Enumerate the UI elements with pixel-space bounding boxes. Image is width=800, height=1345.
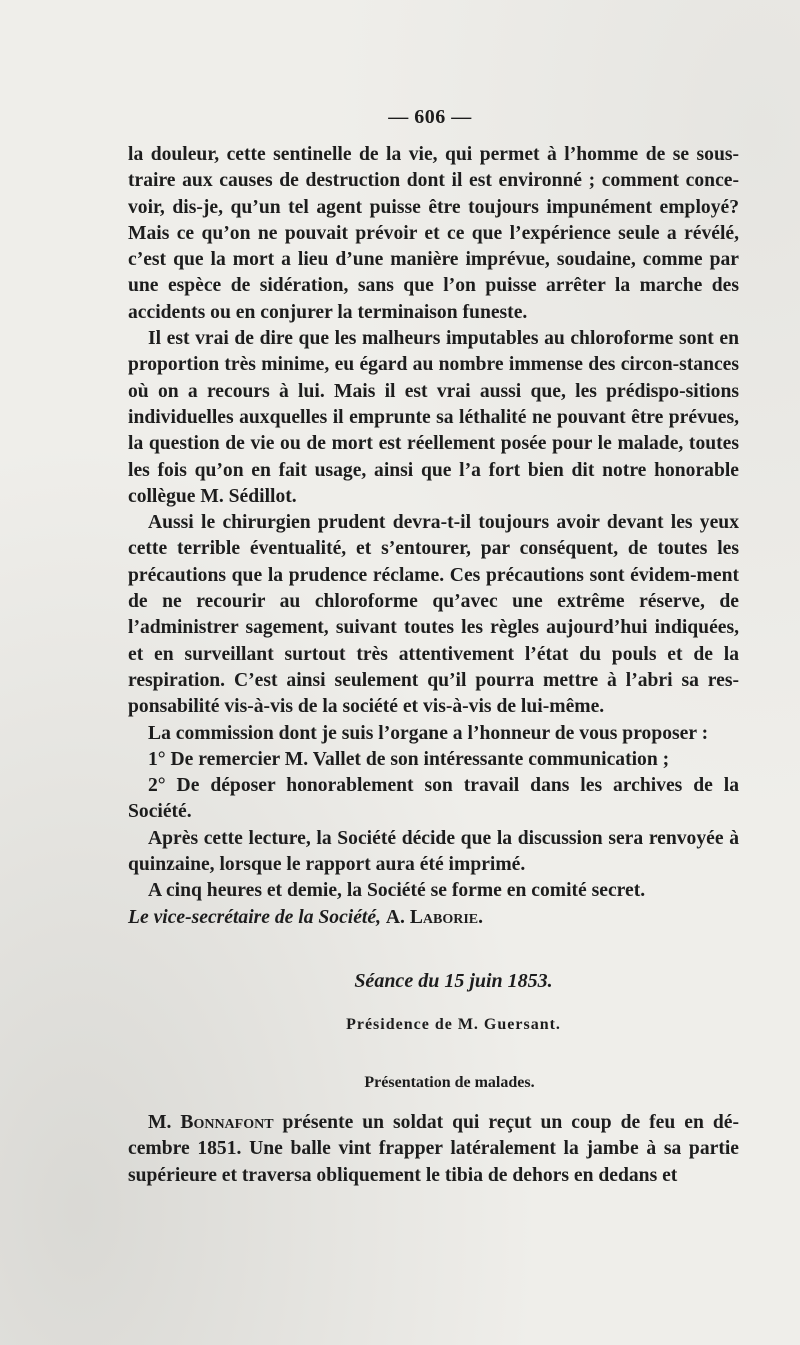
paragraph-3: Aussi le chirurgien prudent devra-t-il toujours avoir devant les yeux cette terrible éventualité, et s’entourer, par conséquent, de toutes les précautions que la prudence réclame. Ces précautions sont évidem-ment de ne recourir au chloroforme qu’avec une extrême réserve, de l’administrer sagement, suivant toutes les règles aujourd’hui indiquées, et en surveillant surtout très attentivement l’état du pouls et de la respiration. C’est ainsi seulement qu’il pourra mettre à l’abri sa res-ponsabilité vis-à-vis de la société et vis-à-vis de lui-même. [128, 512, 739, 718]
page-number: — 606 — [388, 106, 472, 128]
paragraph-1: la douleur, cette sentinelle de la vie, qui permet à l’homme de se sous-traire aux causes de destruction dont il est environné ; comment conce-voir, dis-je, qu’un tel agent puisse être toujours impunément employé? Mais ce qu’on ne pouvait prévoir et ce que l’expérience seule a révélé, c’est que la mort a lieu d’une manière imprévue, soudaine, comme par une espèce de sidération, sans que l’on puisse arrêter la marche des accidents ou en conjurer la terminaison funeste. [128, 144, 739, 323]
session-title: Séance du 15 juin 1853. [354, 970, 553, 992]
proposal-item-2: 2° De déposer honorablement son travail dans les archives de la Société. [128, 775, 739, 823]
presidency-heading: Présidence de M. Guersant. [346, 1016, 561, 1033]
proposal-item-1: 1° De remercier M. Vallet de son intéressante communication ; [148, 748, 670, 770]
signature-initial: A. [385, 906, 405, 928]
final-paragraph [128, 1110, 739, 1189]
case-text [128, 1110, 739, 1189]
signature-name: Laborie. [409, 906, 484, 928]
section-heading: Présentation de malades. [364, 1074, 535, 1091]
paragraph-2: Il est vrai de dire que les malheurs imputables au chloroforme sont en proportion très minime, eu égard au nombre immense des circon-stances où on a recours à lui. Mais il est vrai aussi que, les prédispo-sitions individuelles auxquelles il emprunte sa léthalité ne pouvant être prévues, la question de vie ou de mort est réellement posée pour le malade, toutes les fois qu’on en fait usage, ainsi que l’a fort bien dit notre honorable collègue M. Sédillot. [128, 328, 739, 507]
paragraph-secret-committee: A cinq heures et demie, la Société se forme en comité secret. [148, 880, 646, 902]
paragraph-after-reading: Après cette lecture, la Société décide que la discussion sera renvoyée à quinzaine, lorsque le rapport aura été imprimé. [128, 827, 739, 876]
signature-role: Le vice-secrétaire de la Société [128, 906, 377, 928]
speaker-name: M. Bonnafont [148, 1112, 274, 1133]
report-text [128, 142, 739, 931]
signature: Le vice-secrétaire de la Société, A. Laborie. [128, 906, 484, 928]
paragraph-proposal: La commission dont je suis l’organe a l’honneur de vous proposer : [148, 722, 709, 744]
final-paragraph-text: présente un soldat qui reçut un coup de feu en dé-cembre 1851. Une balle vint frapper latéralement la jambe à sa partie supérieure et traversa obliquement le tibia de dehors en dedans et [128, 1112, 739, 1186]
